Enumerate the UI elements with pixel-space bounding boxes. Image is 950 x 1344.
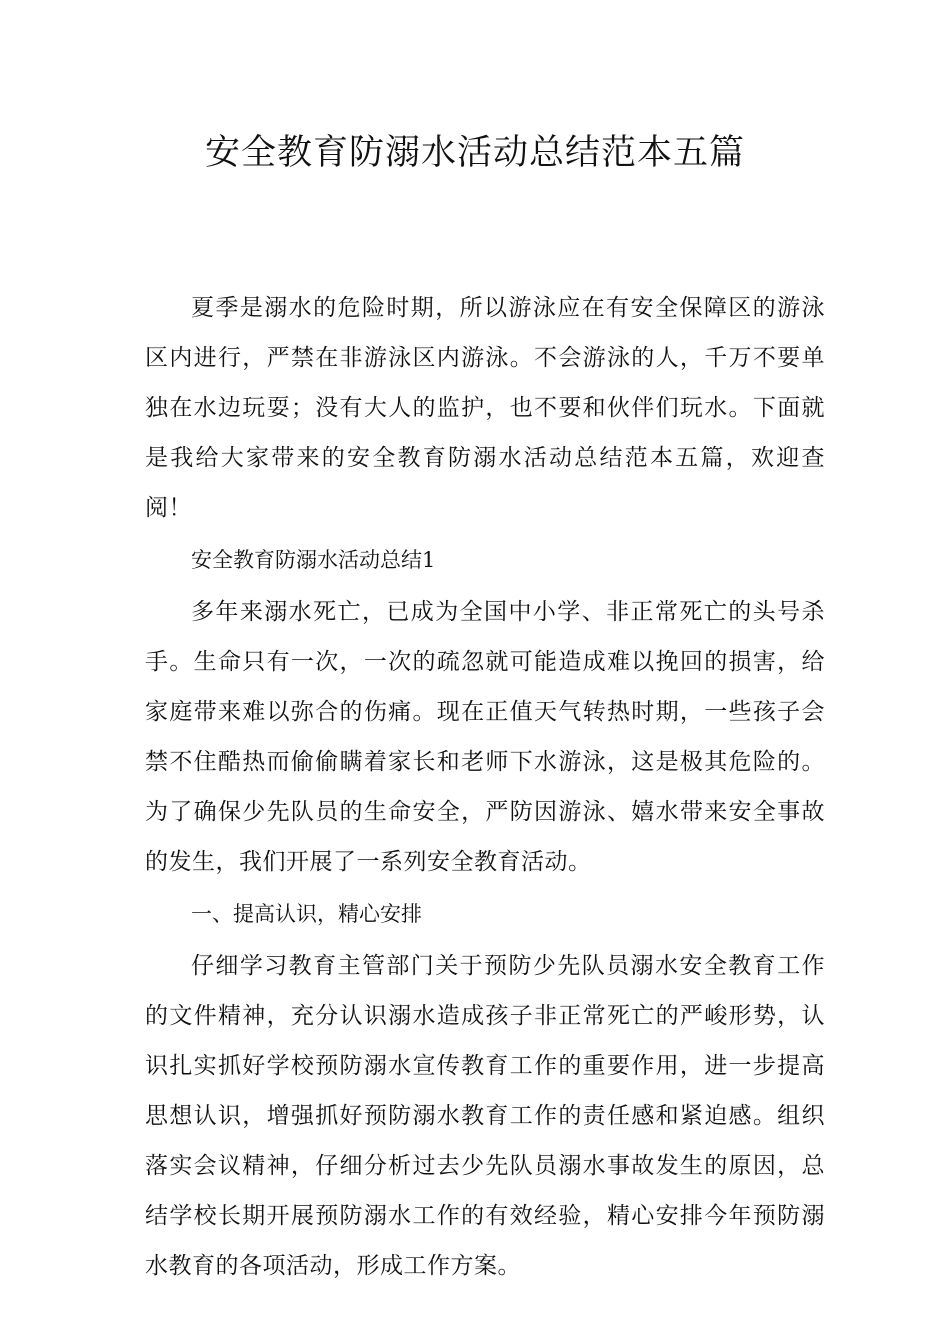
section-1-title: 安全教育防溺水活动总结1 (191, 548, 436, 572)
subheading-1: 一、提高认识，精心安排 (191, 902, 422, 926)
document-body (145, 283, 825, 1293)
section-1-paragraph-2: 仔细学习教育主管部门关于预防少先队员溺水安全教育工作的文件精神，充分认识溺水造成孩子非正常死亡的严峻形势，认识扎实抓好学校预防溺水宣传教育工作的重要作用，进一步提高思想认识，增强抓好预防溺水教育工作的责任感和紧迫感。组织落实会议精神，仔细分析过去少先队员溺水事故发生的原因，总结学校长期开展预防溺水工作的有效经验，精心安排今年预防溺水教育的各项活动，形成工作方案。 (145, 953, 825, 1279)
document-title: 安全教育防溺水活动总结范本五篇 (204, 133, 745, 173)
section-1-paragraph-1: 多年来溺水死亡，已成为全国中小学、非正常死亡的头号杀手。生命只有一次，一次的疏忽就可能造成难以挽回的损害，给家庭带来难以弥合的伤痛。现在正值天气转热时期，一些孩子会禁不住酷热而偷偷瞒着家长和老师下水游泳，这是极其危险的。为了确保少先队员的生命安全，严防因游泳、嬉水带来安全事故的发生，我们开展了一系列安全教育活动。 (145, 599, 825, 875)
intro-paragraph: 夏季是溺水的危险时期，所以游泳应在有安全保障区的游泳区内进行，严禁在非游泳区内游泳。不会游泳的人，千万不要单独在水边玩耍；没有大人的监护，也不要和伙伴们玩水。下面就是我给大家带来的安全教育防溺水活动总结范本五篇，欢迎查阅！ (145, 295, 825, 521)
